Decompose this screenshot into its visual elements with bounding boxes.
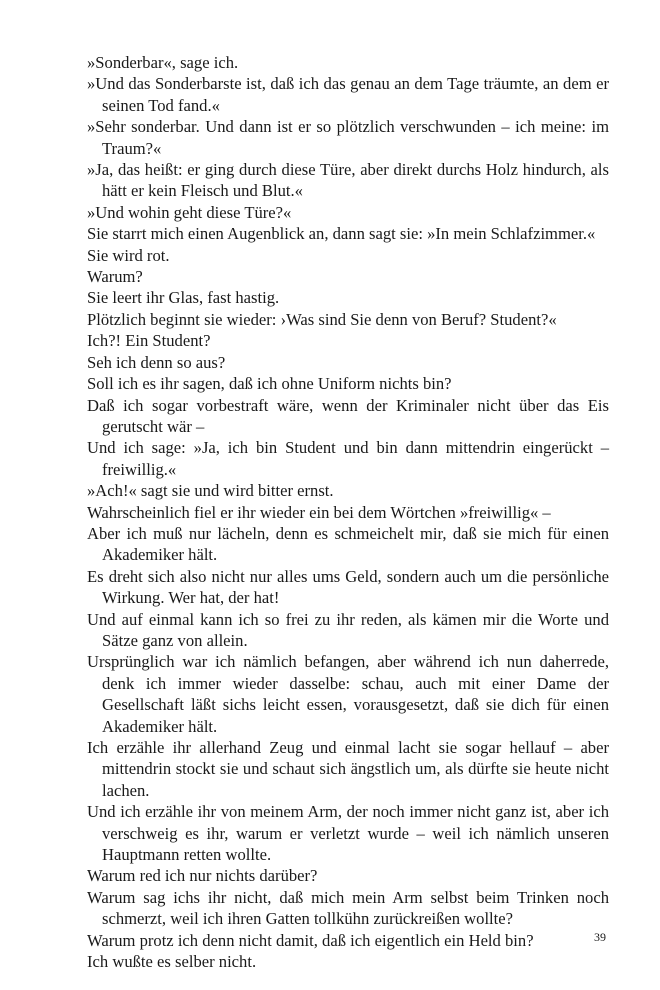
page-number: 39	[594, 930, 606, 944]
paragraph: »Und das Sonderbarste ist, daß ich das genau an dem Tage träumte, an dem er seinen Tod fand.«	[87, 74, 609, 115]
paragraph: »Sonderbar«, sage ich.	[87, 53, 239, 72]
body-text	[87, 52, 609, 972]
paragraph: Seh ich denn so aus?	[87, 352, 226, 372]
paragraph: Es dreht sich also nicht nur alles ums Geld, sondern auch um die persönliche Wirkung. Wer hat, der hat!	[87, 566, 609, 608]
paragraph: »Ach!« sagt sie und wird bitter ernst.	[87, 481, 334, 501]
paragraph: Daß ich sogar vorbestraft wäre, wenn der Kriminaler nicht über das Eis gerutscht wär –	[87, 395, 609, 436]
paragraph: Ich wußte es selber nicht.	[87, 952, 257, 972]
paragraph: Und ich sage: »Ja, ich bin Student und bin dann mittendrin eingerückt – freiwillig.«	[87, 438, 609, 479]
paragraph: Und ich erzähle ihr von meinem Arm, der noch immer nicht ganz ist, aber ich verschweig es ihr, warum er verletzt wurde – weil ich nämlich unseren Hauptmann retten wollte.	[87, 802, 609, 865]
paragraph: »Sehr sonderbar. Und dann ist er so plötzlich verschwunden – ich meine: im Traum?«	[87, 117, 609, 158]
paragraph: Warum red ich nur nichts darüber?	[87, 866, 318, 886]
paragraph: Soll ich es ihr sagen, daß ich ohne Uniform nichts bin?	[87, 374, 452, 394]
paragraph: Ich?! Ein Student?	[87, 331, 211, 351]
paragraph: Sie starrt mich einen Augenblick an, dann sagt sie: »In mein Schlafzimmer.«	[87, 224, 596, 244]
paragraph: Und auf einmal kann ich so frei zu ihr reden, als kämen mir die Worte und Sätze ganz von allein.	[87, 609, 609, 650]
paragraph: Aber ich muß nur lächeln, denn es schmeichelt mir, daß sie mich für einen Akademiker hält.	[87, 523, 609, 565]
paragraph: Warum sag ichs ihr nicht, daß mich mein Arm selbst beim Trinken noch schmerzt, weil ich ihren Gatten tollkühn zurückreißen wollte?	[87, 887, 609, 929]
paragraph: »Und wohin geht diese Türe?«	[87, 202, 292, 222]
paragraph: Sie leert ihr Glas, fast hastig.	[87, 288, 280, 308]
paragraph: Warum?	[87, 267, 143, 287]
paragraph: Ich erzähle ihr allerhand Zeug und einmal lacht sie sogar hellauf – aber mittendrin stockt sie und schaut sich ängstlich um, als dürfte sie heute nicht lachen.	[87, 738, 609, 800]
paragraph: Plötzlich beginnt sie wieder: ›Was sind Sie denn von Beruf? Student?«	[87, 309, 557, 329]
paragraph: Sie wird rot.	[87, 245, 170, 265]
paragraph: Ursprünglich war ich nämlich befangen, aber während ich nun daherrede, denk ich immer wieder dasselbe: schau, auch mit einer Dame der Gesellschaft läßt sichs leicht essen, vorausgesetzt, daß sie dich für einen Akademiker hält.	[87, 652, 609, 736]
paragraph: Warum protz ich denn nicht damit, daß ich eigentlich ein Held bin?	[87, 930, 534, 950]
paragraph: Wahrscheinlich fiel er ihr wieder ein bei dem Wörtchen »freiwillig« –	[87, 502, 551, 522]
paragraph: »Ja, das heißt: er ging durch diese Türe, aber direkt durchs Holz hindurch, als hätt er kein Fleisch und Blut.«	[87, 160, 609, 201]
